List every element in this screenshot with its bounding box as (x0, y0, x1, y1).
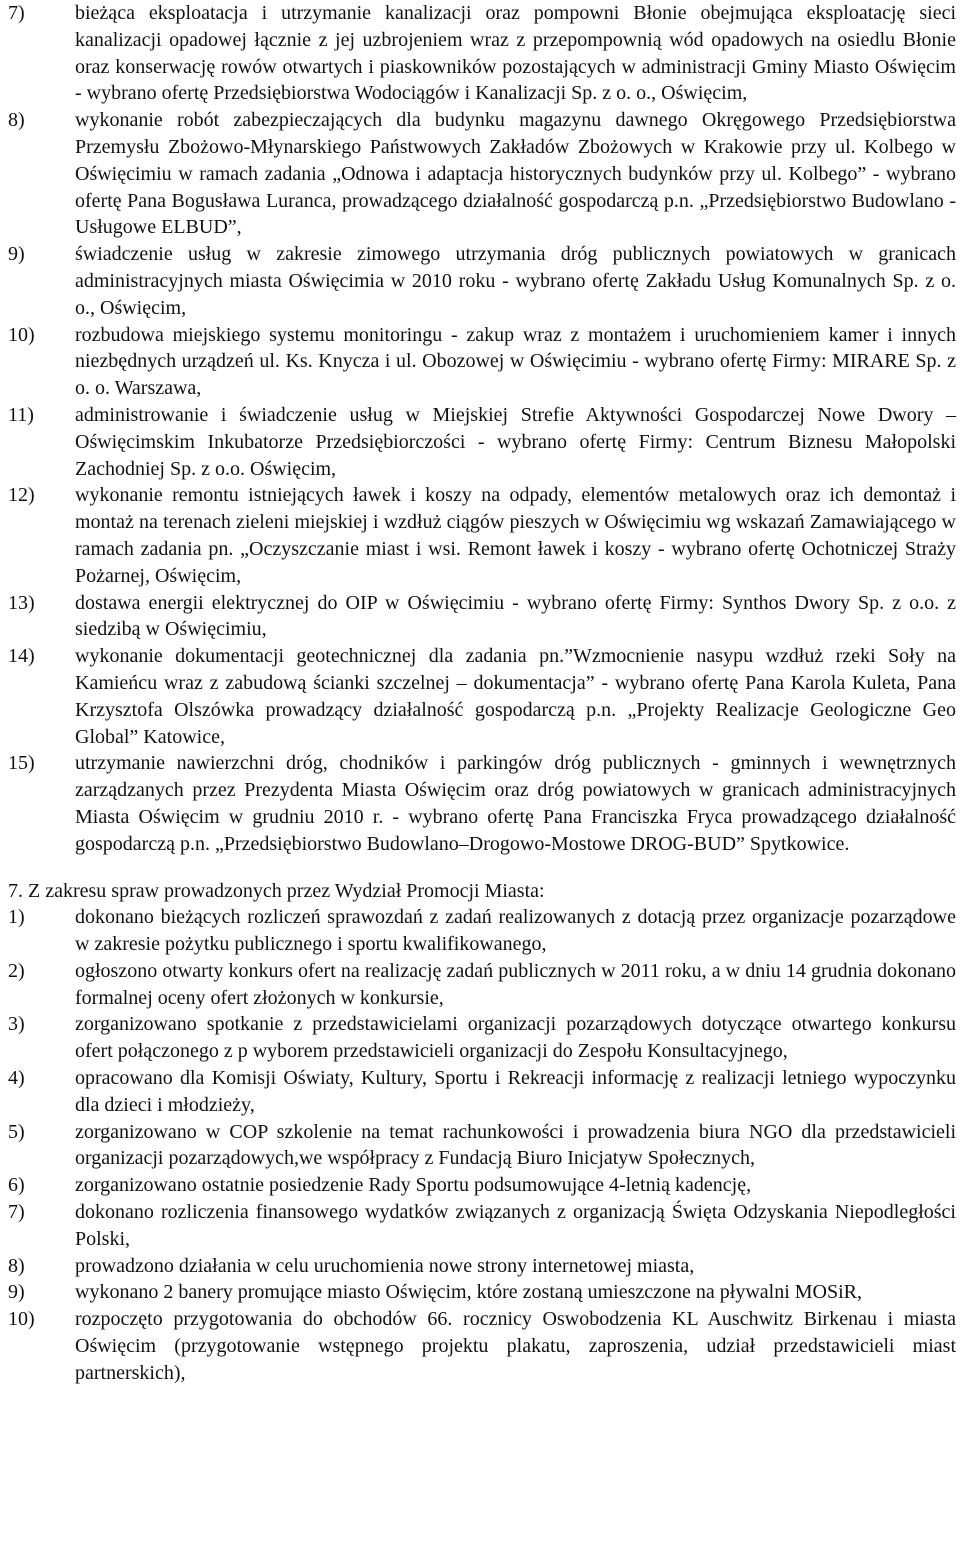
item-text: bieżąca eksploatacja i utrzymanie kanalizacji oraz pompowni Błonie obejmująca eksploatację sieci kanalizacji opadowej łącznie z jej uzbrojeniem wraz z przepompownią wód opadowych na osiedlu Błonie oraz konserwację rowów otwartych i piaskowników pozostających w administracji Gminy Miasto Oświęcim - wybrano ofertę Przedsiębiorstwa Wodociągów i Kanalizacji Sp. z o. o., Oświęcim, (75, 2, 956, 105)
list-item (8, 322, 956, 402)
list-item (8, 0, 956, 107)
item-number: 3) (8, 1013, 25, 1036)
item-text: zorganizowano ostatnie posiedzenie Rady Sportu podsumowujące 4-letnią kadencję, (75, 1174, 752, 1197)
item-number: 4) (8, 1067, 25, 1090)
item-text: administrowanie i świadczenie usług w Miejskiej Strefie Aktywności Gospodarczej Nowe Dwory – Oświęcimskim Inkubatorze Przedsiębiorczości - wybrano ofertę Firmy: Centrum Biznesu Małopolski Zachodniej Sp. z o.o. Oświęcim, (75, 403, 956, 480)
item-text: ogłoszono otwarty konkurs ofert na realizację zadań publicznych w 2011 roku, a w dniu 14 grudnia dokonano formalnej oceny ofert złożonych w konkursie, (75, 959, 956, 1009)
item-text: wykonanie remontu istniejących ławek i koszy na odpady, elementów metalowych oraz ich demontaż i montaż na terenach zieleni miejskiej i wzdłuż ciągów pieszych w Oświęcimiu wg wskazań Zamawiającego w ramach zadania pn. „Oczyszczanie miast i wsi. Remont ławek i koszy - wybrano ofertę Ochotniczej Straży Pożarnej, Oświęcim, (75, 484, 956, 587)
item-number: 10) (8, 1308, 35, 1331)
item-text: dostawa energii elektrycznej do OIP w Oświęcimiu - wybrano ofertę Firmy: Synthos Dwory Sp. z o.o. z siedzibą w Oświęcimiu, (75, 591, 956, 641)
tender-list (8, 0, 956, 858)
item-text: dokonano bieżących rozliczeń sprawozdań z zadań realizowanych z dotacją przez organizacje pozarządowe w zakresie pożytku publicznego i sportu kwalifikowanego, (75, 906, 956, 956)
list-item (8, 643, 956, 750)
section-heading: 7. Z zakresu spraw prowadzonych przez Wydział Promocji Miasta: (8, 879, 545, 902)
item-number: 2) (8, 959, 25, 982)
item-text: utrzymanie nawierzchni dróg, chodników i parkingów dróg publicznych - gminnych i wewnętrznych zarządzanych przez Prezydenta Miasta Oświęcim oraz dróg powiatowych w granicach administracyjnych Miasta Oświęcim w grudniu 2010 r. - wybrano ofertę Pana Franciszka Fryca prowadzącego działalność gospodarczą p.n. „Przedsiębiorstwo Budowlano–Drogowo-Mostowe DROG-BUD” Spytkowice. (75, 752, 956, 855)
item-number: 11) (8, 403, 34, 426)
item-number: 15) (8, 752, 35, 775)
list-item (8, 241, 956, 321)
list-item (8, 904, 956, 958)
item-number: 10) (8, 323, 35, 346)
item-number: 14) (8, 645, 35, 668)
item-text: prowadzono działania w celu uruchomienia nowe strony internetowej miasta, (75, 1254, 695, 1277)
list-item (8, 1172, 956, 1199)
item-number: 13) (8, 591, 35, 614)
item-number: 12) (8, 484, 35, 507)
list-item (8, 1279, 956, 1306)
item-text: dokonano rozliczenia finansowego wydatków związanych z organizacją Święta Odzyskania Niepodległości Polski, (75, 1201, 956, 1250)
list-item (8, 1119, 956, 1173)
list-item (8, 1306, 956, 1386)
item-text: zorganizowano w COP szkolenie na temat rachunkowości i prowadzenia biura NGO dla przedstawicieli organizacji pozarządowych,we współpracy z Fundacją Biuro Inicjatyw Społecznych, (75, 1120, 956, 1170)
list-item (8, 107, 956, 241)
item-number: 6) (8, 1174, 25, 1197)
list-item (8, 482, 956, 589)
list-item (8, 1011, 956, 1065)
item-text: zorganizowano spotkanie z przedstawicielami organizacji pozarządowych dotyczące otwartego konkursu ofert połączonego z p wyborem przedstawicieli organizacji do Zespołu Konsultacyjnego, (75, 1013, 956, 1063)
item-number: 1) (8, 906, 25, 929)
item-text: rozpoczęto przygotowania do obchodów 66. rocznicy Oswobodzenia KL Auschwitz Birkenau i miasta Oświęcim (przygotowanie wstępnego projektu plakatu, zaproszenia, udział przedstawicieli miast partnerskich), (75, 1308, 956, 1384)
item-number: 5) (8, 1120, 25, 1143)
item-text: wykonanie robót zabezpieczających dla budynku magazynu dawnego Okręgowego Przedsiębiorstwa Przemysłu Zbożowo-Młynarskiego Państwowych Zakładów Zbożowych w Krakowie przy ul. Kolbego w Oświęcimiu w ramach zadania „Odnowa i adaptacja historycznych budynków przy ul. Kolbego” - wybrano ofertę Pana Bogusława Luranca, prowadzącego działalność gospodarczą p.n. „Przedsiębiorstwo Budowlano - Usługowe ELBUD”, (75, 109, 956, 239)
list-item (8, 1253, 956, 1280)
item-number: 7) (8, 2, 25, 24)
item-number: 9) (8, 243, 25, 266)
item-number: 9) (8, 1281, 25, 1304)
item-number: 8) (8, 109, 25, 132)
item-text: rozbudowa miejskiego systemu monitoringu - zakup wraz z montażem i uruchomieniem kamer i innych niezbędnych urządzeń ul. Ks. Knycza i ul. Obozowej w Oświęcimiu - wybrano ofertę Firmy: MIRARE Sp. z o. o. Warszawa, (75, 323, 956, 400)
list-item (8, 590, 956, 644)
item-number: 8) (8, 1254, 25, 1277)
promotion-list (8, 904, 956, 1386)
item-text: świadczenie usług w zakresie zimowego utrzymania dróg publicznych powiatowych w granicach administracyjnych miasta Oświęcimia w 2010 roku - wybrano ofertę Zakładu Usług Komunalnych Sp. z o. o., Oświęcim, (75, 243, 956, 319)
list-item (8, 1199, 956, 1253)
list-item (8, 1065, 956, 1119)
item-number: 7) (8, 1201, 25, 1224)
item-text: wykonano 2 banery promujące miasto Oświęcim, które zostaną umieszczone na pływalni MOSiR, (75, 1281, 863, 1304)
list-item (8, 958, 956, 1012)
list-item (8, 750, 956, 857)
list-item (8, 402, 956, 482)
item-text: opracowano dla Komisji Oświaty, Kultury, Sportu i Rekreacji informację z realizacji letniego wypoczynku dla dzieci i młodzieży, (75, 1067, 956, 1116)
item-text: wykonanie dokumentacji geotechnicznej dla zadania pn.”Wzmocnienie nasypu wzdłuż rzeki Soły na Kamieńcu wraz z zabudową ścianki szczelnej – dokumentacja” - wybrano ofertę Pana Karola Kuleta, Pana Krzysztofa Olszówka prowadzący działalność gospodarczą p.n. „Projekty Realizacje Geologiczne Geo Global” Katowice, (75, 645, 956, 748)
